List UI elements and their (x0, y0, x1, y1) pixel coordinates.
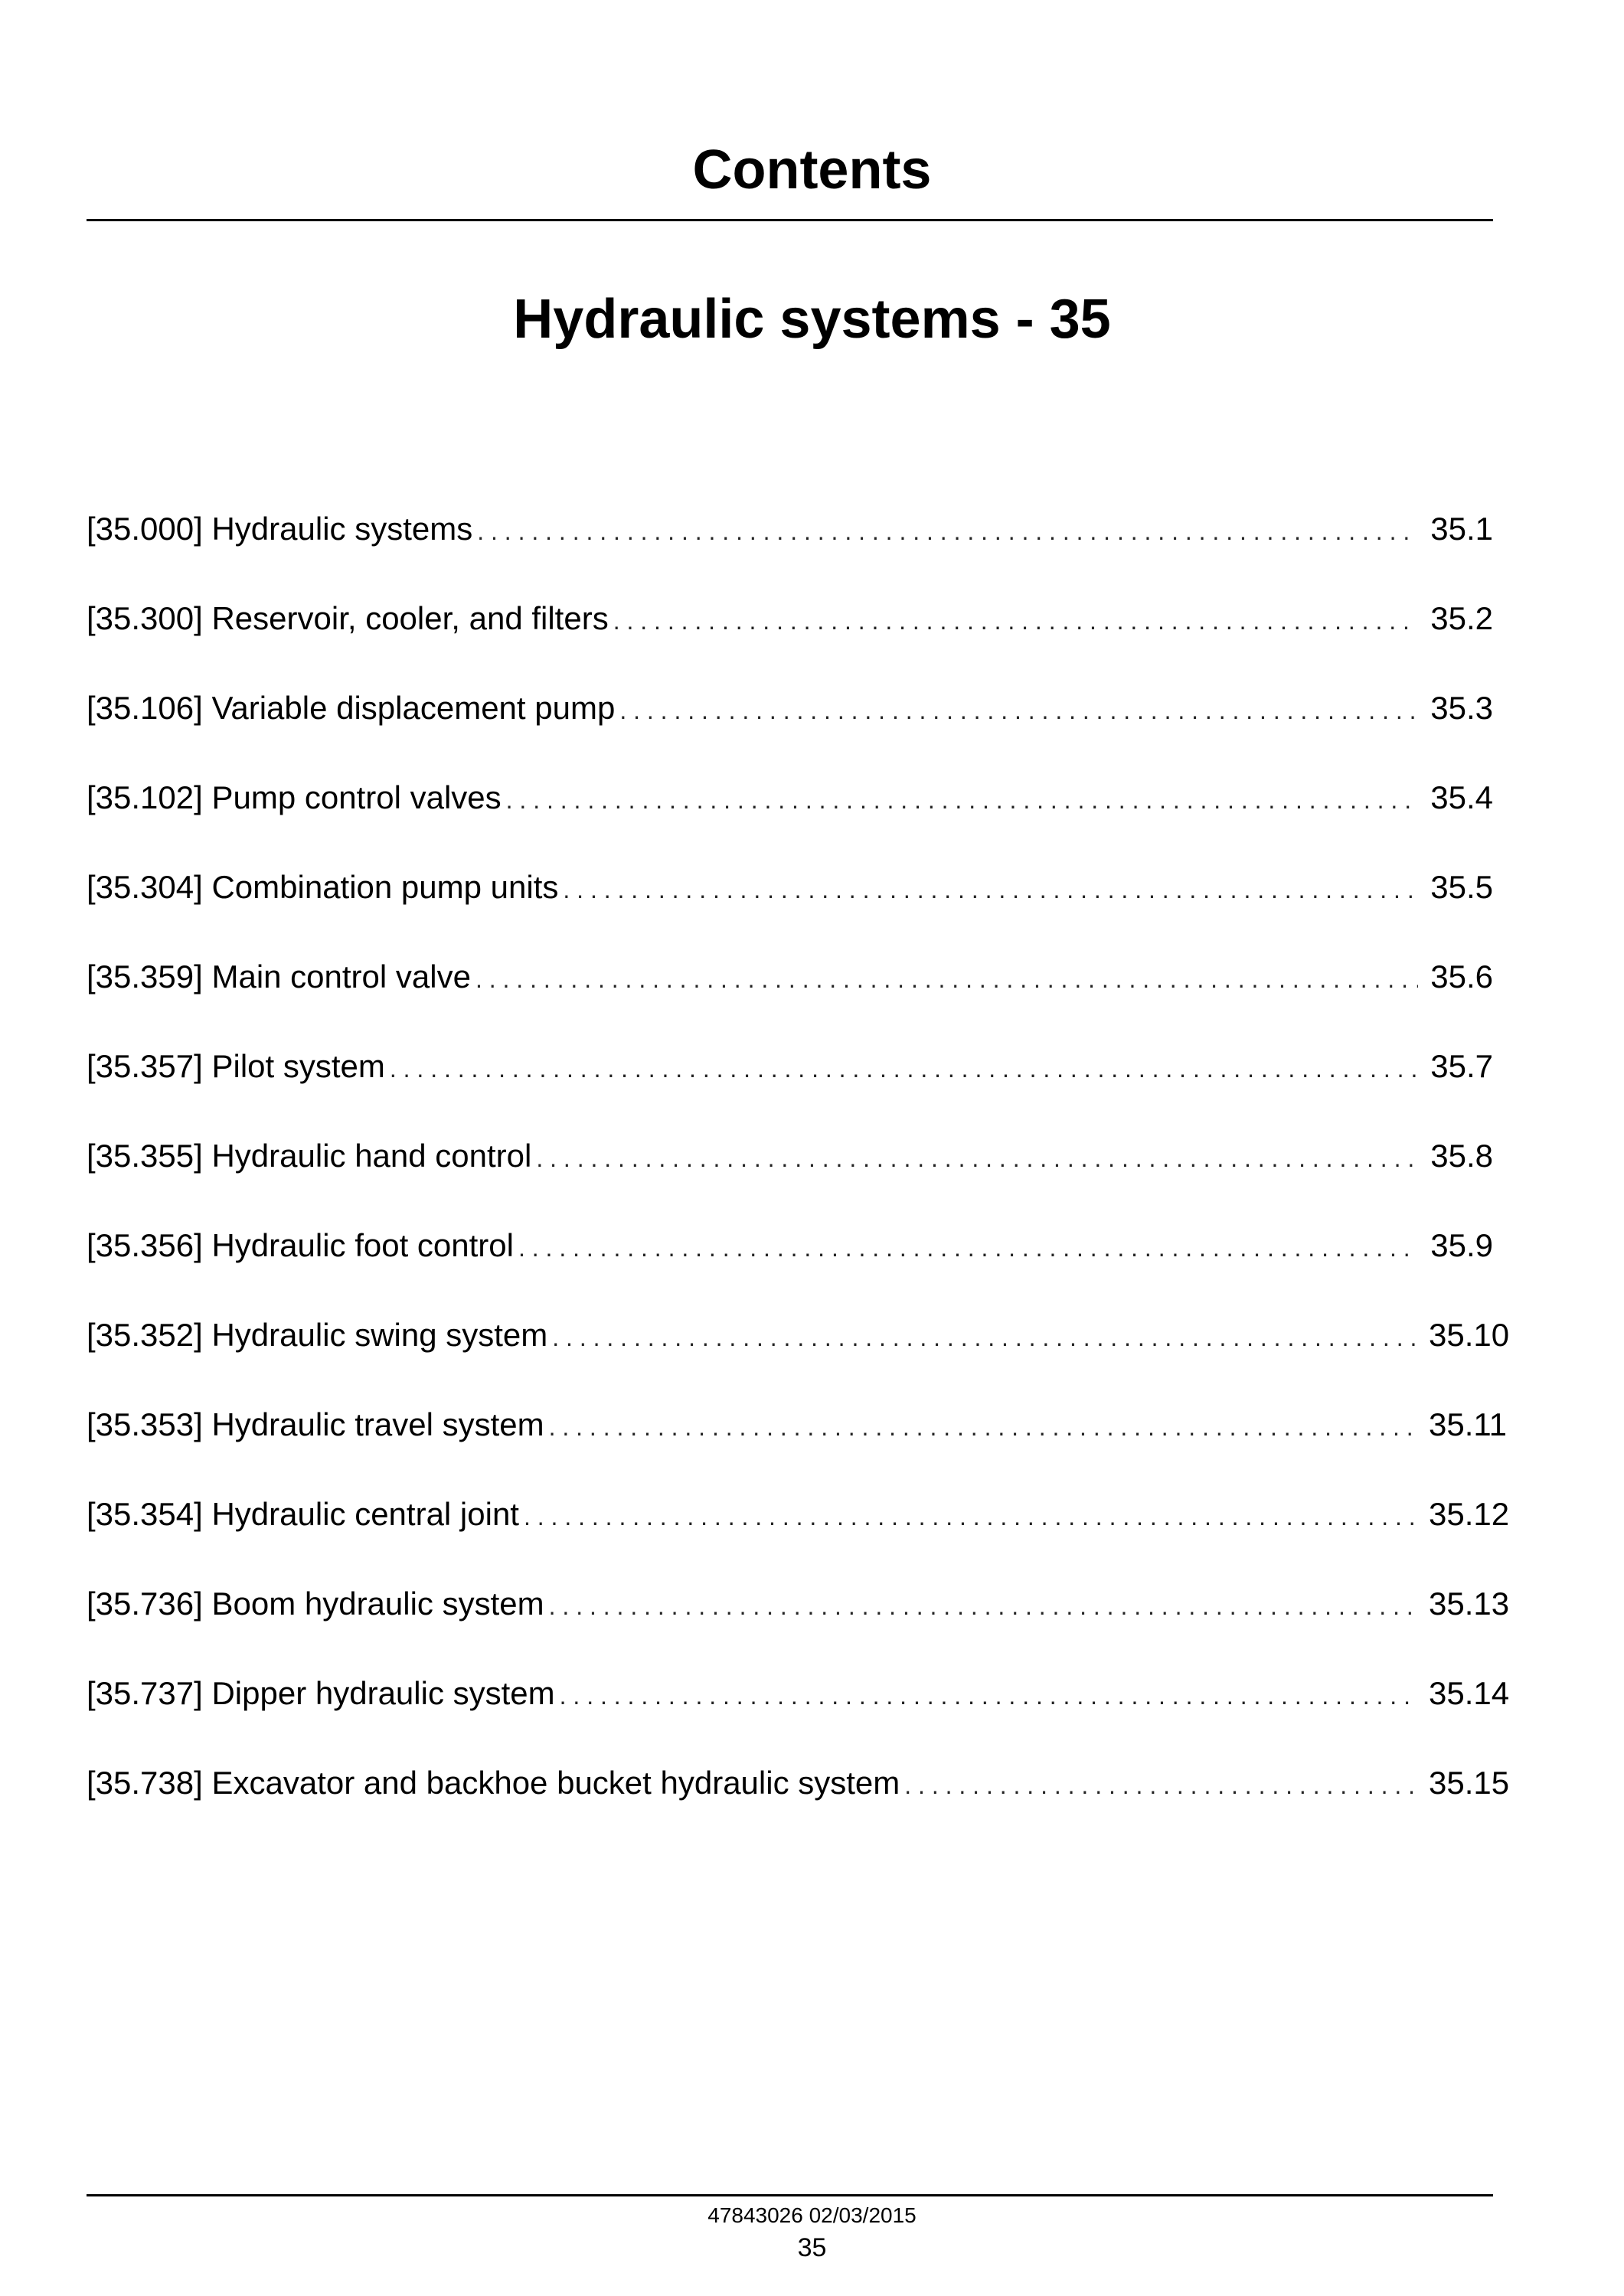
table-of-contents (87, 501, 1510, 1845)
toc-entry-page: 35.2 (1430, 600, 1493, 636)
dot-leader (560, 1668, 1418, 1723)
toc-entry-label: [35.354] Hydraulic central joint (87, 1496, 519, 1532)
toc-entry-page: 35.9 (1430, 1227, 1493, 1263)
toc-entry[interactable] (87, 591, 1493, 681)
toc-entry-label: [35.300] Reservoir, cooler, and filters (87, 600, 609, 636)
toc-entry-page: 35.10 (1429, 1317, 1510, 1353)
toc-entry[interactable] (87, 501, 1493, 591)
dot-leader (549, 1399, 1418, 1455)
dot-leader (619, 683, 1418, 738)
toc-entry-page: 35.3 (1430, 690, 1493, 726)
toc-entry-page: 35.4 (1430, 779, 1493, 815)
dot-leader (506, 772, 1418, 828)
toc-entry[interactable] (87, 1218, 1493, 1308)
toc-entry[interactable] (87, 1487, 1510, 1576)
dot-leader (549, 1579, 1418, 1634)
toc-entry-page: 35.12 (1429, 1496, 1510, 1532)
toc-entry-label: [35.357] Pilot system (87, 1048, 385, 1084)
toc-entry-label: [35.356] Hydraulic foot control (87, 1227, 514, 1263)
dot-leader (536, 1131, 1418, 1186)
toc-entry-label: [35.737] Dipper hydraulic system (87, 1675, 555, 1711)
toc-entry-label: [35.359] Main control valve (87, 959, 471, 994)
toc-entry-page: 35.13 (1429, 1586, 1510, 1622)
toc-entry-label: [35.102] Pump control valves (87, 779, 502, 815)
footer-page-number: 35 (797, 2233, 827, 2262)
toc-entry-label: [35.000] Hydraulic systems (87, 511, 473, 547)
dot-leader (518, 1220, 1418, 1275)
toc-entry[interactable] (87, 1308, 1510, 1397)
toc-entry-page: 35.6 (1430, 959, 1493, 994)
toc-entry-label: [35.106] Variable displacement pump (87, 690, 616, 726)
toc-entry-page: 35.11 (1429, 1406, 1507, 1442)
toc-entry[interactable] (87, 770, 1493, 860)
dot-leader (552, 1310, 1418, 1365)
toc-entry[interactable] (87, 1128, 1493, 1218)
page-title: Contents (692, 139, 932, 201)
toc-entry[interactable] (87, 949, 1493, 1039)
dot-leader (477, 504, 1418, 559)
toc-entry-page: 35.7 (1430, 1048, 1493, 1084)
section-title: Hydraulic systems - 35 (513, 289, 1111, 350)
toc-entry-page: 35.1 (1430, 511, 1493, 547)
toc-entry-label: [35.304] Combination pump units (87, 869, 559, 905)
dot-leader (613, 593, 1418, 648)
toc-entry-page: 35.8 (1430, 1138, 1493, 1174)
toc-entry[interactable] (87, 1666, 1510, 1755)
footer-document-reference: 47843026 02/03/2015 (707, 2203, 917, 2227)
toc-entry-label: [35.352] Hydraulic swing system (87, 1317, 548, 1353)
toc-entry-label: [35.355] Hydraulic hand control (87, 1138, 532, 1174)
header-divider (87, 219, 1493, 221)
toc-entry-page: 35.5 (1430, 869, 1493, 905)
dot-leader (904, 1758, 1418, 1813)
dot-leader (475, 952, 1418, 1007)
toc-entry[interactable] (87, 1576, 1510, 1666)
toc-entry[interactable] (87, 1039, 1493, 1128)
dot-leader (390, 1041, 1418, 1096)
toc-entry-label: [35.353] Hydraulic travel system (87, 1406, 544, 1442)
footer-divider (87, 2194, 1493, 2196)
toc-entry[interactable] (87, 1397, 1507, 1487)
dot-leader (524, 1489, 1418, 1544)
toc-entry-label: [35.736] Boom hydraulic system (87, 1586, 544, 1622)
toc-entry-page: 35.15 (1429, 1765, 1510, 1801)
toc-entry-label: [35.738] Excavator and backhoe bucket hydraulic system (87, 1765, 900, 1801)
toc-entry-page: 35.14 (1429, 1675, 1510, 1711)
toc-entry[interactable] (87, 681, 1493, 770)
toc-entry[interactable] (87, 1755, 1510, 1845)
toc-entry[interactable] (87, 860, 1493, 949)
dot-leader (563, 862, 1418, 917)
